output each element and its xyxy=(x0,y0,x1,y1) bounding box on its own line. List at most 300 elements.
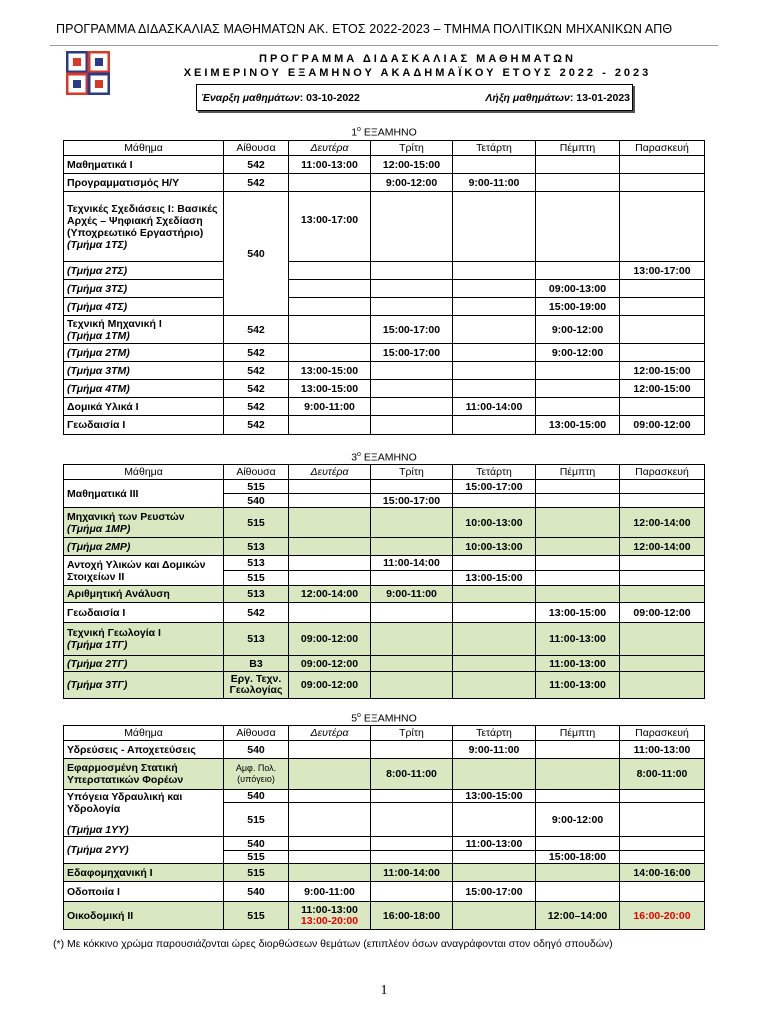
table-row xyxy=(64,538,705,556)
table-cell: Οικοδομική ΙΙ xyxy=(64,902,224,930)
cell-text: (Τμήμα 4ΤΜ) xyxy=(67,382,130,395)
table-cell: 09:00-12:00 xyxy=(620,603,705,623)
table-cell: 515 xyxy=(224,902,289,930)
table-cell xyxy=(289,741,371,759)
table-cell xyxy=(64,837,224,864)
table-cell xyxy=(289,803,371,837)
table-cell xyxy=(64,672,224,699)
table-cell: Αριθμητική Ανάλυση xyxy=(64,586,224,603)
table-cell: 515 xyxy=(224,508,289,538)
table-cell: 513 xyxy=(224,586,289,603)
table-cell: 12:00-15:00 xyxy=(620,380,705,398)
table-cell xyxy=(64,316,224,344)
table-cell: 540 xyxy=(224,494,289,508)
table-row xyxy=(64,280,705,298)
table-cell: Μαθηματικά Ι xyxy=(64,156,224,174)
column-header: Τρίτη xyxy=(371,726,453,741)
cell-text: : 13-01-2023 xyxy=(569,91,630,104)
table-cell xyxy=(371,538,453,556)
table-cell: 12:00-15:00 xyxy=(620,362,705,380)
table-row xyxy=(64,362,705,380)
table-cell: 12:00–14:00 xyxy=(536,902,620,930)
table-cell xyxy=(536,759,620,790)
table-cell xyxy=(453,192,536,262)
column-header: Τετάρτη xyxy=(453,465,536,480)
semester-1-title xyxy=(0,126,768,139)
table-cell xyxy=(371,298,453,316)
table-cell: 9:00-11:00 xyxy=(453,174,536,192)
table-cell: 8:00-11:00 xyxy=(371,759,453,790)
table-cell xyxy=(289,851,371,864)
table-cell xyxy=(289,280,371,298)
cell-text: Τεχνική Μηχανική Ι xyxy=(67,317,162,330)
table-cell: Αμφ. Πολ. (υπόγειο) xyxy=(224,759,289,790)
table-cell xyxy=(536,837,620,851)
table-cell: 9:00-12:00 xyxy=(371,174,453,192)
start-date xyxy=(201,92,360,104)
cell-text: ο xyxy=(357,451,361,458)
table-cell xyxy=(371,362,453,380)
table-row xyxy=(64,902,705,930)
table-cell: 540 xyxy=(224,192,289,316)
cell-text: (Τμήμα 2ΜΡ) xyxy=(67,540,131,553)
table-cell: 09:00-13:00 xyxy=(536,280,620,298)
table-cell xyxy=(453,586,536,603)
table-cell: Δομικά Υλικά Ι xyxy=(64,398,224,416)
cell-text: 3 xyxy=(351,451,358,464)
table-row xyxy=(64,790,705,803)
table-cell xyxy=(289,316,371,344)
cell-text: 11:00-13:00 xyxy=(301,903,358,916)
table-cell xyxy=(289,538,371,556)
table-cell: 9:00-11:00 xyxy=(371,586,453,603)
table-cell xyxy=(620,280,705,298)
table-cell: Εδαφομηχανική Ι xyxy=(64,864,224,882)
table-cell xyxy=(620,790,705,803)
table-cell: 16:00-18:00 xyxy=(371,902,453,930)
column-header: Μάθημα xyxy=(64,141,224,156)
table-cell xyxy=(453,156,536,174)
table-cell: 540 xyxy=(224,837,289,851)
table-cell: 14:00-16:00 xyxy=(620,864,705,882)
table-cell xyxy=(64,192,224,262)
table-cell: 13:00-15:00 xyxy=(453,790,536,803)
table-row xyxy=(64,262,705,280)
table-row xyxy=(64,864,705,882)
table-cell xyxy=(620,571,705,586)
table-row xyxy=(64,586,705,603)
table-cell xyxy=(64,508,224,538)
table-cell xyxy=(453,656,536,672)
table-cell: 9:00-11:00 xyxy=(289,882,371,902)
table-cell xyxy=(289,508,371,538)
table-cell: Υδρεύσεις - Αποχετεύσεις xyxy=(64,741,224,759)
table-cell: Αντοχή Υλικών και Δομικών Στοιχείων ΙΙ xyxy=(64,556,224,586)
table-cell: 540 xyxy=(224,741,289,759)
column-header: Πέμπτη xyxy=(536,726,620,741)
table-cell xyxy=(453,623,536,656)
table-cell xyxy=(453,672,536,699)
table-cell: Γεωδαισία Ι xyxy=(64,603,224,623)
column-header: Δευτέρα xyxy=(289,726,371,741)
table-cell xyxy=(620,298,705,316)
table-cell xyxy=(620,586,705,603)
table-cell xyxy=(620,344,705,362)
table-row xyxy=(64,344,705,362)
column-header: Αίθουσα xyxy=(224,141,289,156)
table-cell: 540 xyxy=(224,882,289,902)
table-cell xyxy=(289,837,371,851)
table-cell xyxy=(453,344,536,362)
table-cell: 15:00-18:00 xyxy=(536,851,620,864)
table-cell xyxy=(453,851,536,864)
table-cell xyxy=(536,538,620,556)
table-cell: 515 xyxy=(224,571,289,586)
table-cell xyxy=(64,790,224,837)
table-cell xyxy=(620,316,705,344)
table-cell: 513 xyxy=(224,538,289,556)
table-cell xyxy=(620,398,705,416)
table-cell: 12:00-14:00 xyxy=(289,586,371,603)
cell-text: (Τμήμα 2ΤΜ) xyxy=(67,346,130,359)
table-cell: 09:00-12:00 xyxy=(620,416,705,435)
table-cell xyxy=(453,603,536,623)
cell-text: (Τμήμα 2ΤΓ) xyxy=(67,657,128,670)
title-line-1: ΠΡΟΓΡΑΜΜΑ ΔΙΔΑΣΚΑΛΙΑΣ ΜΑΘΗΜΑΤΩΝ xyxy=(259,53,576,65)
correction-hours: 16:00-20:00 xyxy=(620,902,705,930)
table-cell xyxy=(371,803,453,837)
table-cell xyxy=(620,494,705,508)
table-cell xyxy=(371,508,453,538)
table-cell xyxy=(536,192,620,262)
table-cell xyxy=(371,656,453,672)
table-cell xyxy=(453,803,536,837)
table-cell: 10:00-13:00 xyxy=(453,508,536,538)
table-cell: 11:00-13:00 xyxy=(536,656,620,672)
cell-text: : 03-10-2022 xyxy=(299,91,360,104)
table-cell: 542 xyxy=(224,316,289,344)
header-rule xyxy=(50,45,718,46)
column-header: Δευτέρα xyxy=(289,465,371,480)
table-cell xyxy=(371,603,453,623)
semester-5-table xyxy=(63,725,705,930)
table-cell xyxy=(289,864,371,882)
table-cell: 542 xyxy=(224,362,289,380)
table-cell xyxy=(64,656,224,672)
table-cell xyxy=(620,803,705,837)
cell-text: ΕΞΑΜΗΝΟ xyxy=(363,451,417,464)
table-cell xyxy=(289,902,371,930)
table-cell xyxy=(536,864,620,882)
column-header: Τετάρτη xyxy=(453,141,536,156)
table-cell xyxy=(453,864,536,882)
table-cell xyxy=(289,174,371,192)
table-cell: 15:00-17:00 xyxy=(371,316,453,344)
table-cell: 11:00-14:00 xyxy=(371,864,453,882)
table-cell xyxy=(64,344,224,362)
table-cell: 515 xyxy=(224,864,289,882)
cell-text: Τεχνική Γεωλογία Ι xyxy=(67,627,161,639)
table-cell: 540 xyxy=(224,790,289,803)
cell-text: (Τμήμα 1ΜΡ) xyxy=(67,522,131,535)
column-header: Αίθουσα xyxy=(224,465,289,480)
table-cell: 542 xyxy=(224,174,289,192)
table-cell: Προγραμματισμός Η/Υ xyxy=(64,174,224,192)
table-cell: 9:00-12:00 xyxy=(536,803,620,837)
table-cell: 12:00-14:00 xyxy=(620,508,705,538)
table-cell xyxy=(289,494,371,508)
table-cell xyxy=(371,837,453,851)
table-cell: 11:00-13:00 xyxy=(289,156,371,174)
table-cell xyxy=(371,480,453,494)
cell-text: ο xyxy=(357,126,361,133)
table-cell xyxy=(536,882,620,902)
table-cell: 13:00-15:00 xyxy=(536,416,620,435)
table-row xyxy=(64,741,705,759)
table-row xyxy=(64,156,705,174)
semester-5-title xyxy=(0,712,768,725)
table-cell xyxy=(536,586,620,603)
cell-text: 5 xyxy=(351,712,358,725)
table-cell: 542 xyxy=(224,398,289,416)
table-cell xyxy=(536,262,620,280)
table-row xyxy=(64,192,705,262)
table-cell: 09:00-12:00 xyxy=(289,656,371,672)
table-cell xyxy=(620,851,705,864)
table-cell xyxy=(453,759,536,790)
table-row xyxy=(64,298,705,316)
cell-text: (Τμήμα 2ΥΥ) xyxy=(67,844,129,856)
table-row xyxy=(64,508,705,538)
table-cell: 11:00-13:00 xyxy=(536,623,620,656)
table-cell xyxy=(64,298,224,316)
table-cell xyxy=(620,156,705,174)
table-cell xyxy=(453,494,536,508)
cell-text: ΕΞΑΜΗΝΟ xyxy=(363,712,417,725)
table-cell xyxy=(620,837,705,851)
table-cell xyxy=(371,623,453,656)
table-row xyxy=(64,623,705,656)
table-cell: 13:00-17:00 xyxy=(289,192,371,262)
table-cell xyxy=(371,571,453,586)
table-row xyxy=(64,174,705,192)
cell-text: ο xyxy=(357,712,361,719)
department-logo-icon xyxy=(66,51,110,95)
table-cell: 9:00-11:00 xyxy=(453,741,536,759)
table-cell: 11:00-13:00 xyxy=(620,741,705,759)
table-cell xyxy=(536,571,620,586)
table-cell: 15:00-17:00 xyxy=(453,480,536,494)
table-cell xyxy=(371,380,453,398)
table-cell xyxy=(536,556,620,571)
cell-text: Λήξη μαθημάτων xyxy=(485,91,570,104)
table-cell xyxy=(620,174,705,192)
table-cell: 09:00-12:00 xyxy=(289,672,371,699)
table-cell xyxy=(64,623,224,656)
table-cell xyxy=(620,672,705,699)
table-cell xyxy=(64,380,224,398)
table-cell: 15:00-17:00 xyxy=(371,344,453,362)
cell-text: (Τμήμα 1ΥΥ) xyxy=(67,824,129,836)
table-cell: 15:00-17:00 xyxy=(371,494,453,508)
table-cell: 13:00-15:00 xyxy=(289,380,371,398)
table-cell xyxy=(371,741,453,759)
column-header: Μάθημα xyxy=(64,726,224,741)
table-cell xyxy=(536,398,620,416)
table-cell: 12:00-14:00 xyxy=(620,538,705,556)
column-header: Παρασκευή xyxy=(620,726,705,741)
table-cell xyxy=(64,262,224,280)
table-header-row xyxy=(64,726,705,741)
table-cell xyxy=(289,262,371,280)
table-cell xyxy=(536,174,620,192)
cell-text: Έναρξη μαθημάτων xyxy=(201,91,300,104)
column-header: Τρίτη xyxy=(371,141,453,156)
column-header: Τρίτη xyxy=(371,465,453,480)
correction-hours: 13:00-20:00 xyxy=(300,914,359,927)
table-cell xyxy=(453,380,536,398)
table-cell xyxy=(620,623,705,656)
cell-text: Υπόγεια Υδραυλική και Υδρολογία xyxy=(67,791,183,815)
table-cell xyxy=(620,480,705,494)
table-row xyxy=(64,416,705,435)
table-cell: 9:00-11:00 xyxy=(289,398,371,416)
document-title xyxy=(130,52,705,80)
cell-text: (Τμήμα 3ΤΜ) xyxy=(67,364,130,377)
table-cell xyxy=(289,790,371,803)
table-cell: 513 xyxy=(224,623,289,656)
table-cell xyxy=(536,494,620,508)
table-cell xyxy=(289,571,371,586)
table-row xyxy=(64,656,705,672)
table-cell: 542 xyxy=(224,344,289,362)
cell-text: (Τμήμα 2ΤΣ) xyxy=(67,264,128,277)
table-cell xyxy=(371,280,453,298)
column-header: Παρασκευή xyxy=(620,141,705,156)
table-row xyxy=(64,316,705,344)
table-row xyxy=(64,480,705,494)
table-cell xyxy=(453,262,536,280)
end-date xyxy=(485,92,630,104)
footnote: (*) Με κόκκινο χρώμα παρουσιάζονται ώρες διορθώσεων θεμάτων (επιπλέον όσων αναγράφονται στον οδηγό σπουδών) xyxy=(53,938,613,950)
table-cell: 515 xyxy=(224,803,289,837)
column-header: Πέμπτη xyxy=(536,141,620,156)
cell-text: Μηχανική των Ρευστών xyxy=(67,510,185,523)
running-header: ΠΡΟΓΡΑΜΜΑ ΔΙΔΑΣΚΑΛΙΑΣ ΜΑΘΗΜΑΤΩΝ ΑΚ. ΕΤΟΣ 2022-2023 – ΤΜΗΜΑ ΠΟΛΙΤΙΚΩΝ ΜΗΧΑΝΙΚΩΝ ΑΠΘ xyxy=(56,22,673,36)
table-row xyxy=(64,672,705,699)
title-line-2: ΧΕΙΜΕΡΙΝΟΥ ΕΞΑΜΗΝΟΥ ΑΚΑΔΗΜΑΪΚΟΥ ΕΤΟΥΣ 2022 - 2023 xyxy=(183,67,652,79)
cell-text: 1 xyxy=(351,126,358,139)
table-cell: 542 xyxy=(224,380,289,398)
cell-text: (Τμήμα 3ΤΣ) xyxy=(67,282,128,295)
table-row xyxy=(64,398,705,416)
table-cell: 515 xyxy=(224,851,289,864)
table-cell xyxy=(536,480,620,494)
table-cell: 11:00-13:00 xyxy=(536,672,620,699)
table-cell xyxy=(453,280,536,298)
table-cell: 13:00-17:00 xyxy=(620,262,705,280)
table-cell xyxy=(289,603,371,623)
table-cell xyxy=(536,156,620,174)
cell-text: Τεχνικές Σχεδιάσεις Ι: Βασικές Αρχές – Ψηφιακή Σχεδίαση (Υποχρεωτικό Εργαστήριο) xyxy=(67,202,218,239)
column-header: Αίθουσα xyxy=(224,726,289,741)
table-row xyxy=(64,882,705,902)
table-cell: 9:00-12:00 xyxy=(536,316,620,344)
table-cell: 542 xyxy=(224,603,289,623)
column-header: Πέμπτη xyxy=(536,465,620,480)
table-cell: Εργ. Τεχν. Γεωλογίας xyxy=(224,672,289,699)
table-cell xyxy=(371,790,453,803)
table-cell: 10:00-13:00 xyxy=(453,538,536,556)
table-cell: 12:00-15:00 xyxy=(371,156,453,174)
table-cell: 542 xyxy=(224,416,289,435)
cell-text: ΕΞΑΜΗΝΟ xyxy=(363,126,417,139)
table-cell: Εφαρμοσμένη Στατική Υπερστατικών Φορέων xyxy=(64,759,224,790)
table-cell xyxy=(64,280,224,298)
table-cell: 542 xyxy=(224,156,289,174)
cell-text: (Τμήμα 4ΤΣ) xyxy=(67,300,128,313)
table-cell xyxy=(289,556,371,571)
table-cell: 13:00-15:00 xyxy=(536,603,620,623)
dates-box xyxy=(196,84,633,111)
semester-1-table xyxy=(63,140,705,435)
table-cell xyxy=(371,262,453,280)
table-row xyxy=(64,556,705,571)
table-cell: 9:00-12:00 xyxy=(536,344,620,362)
table-cell xyxy=(289,480,371,494)
table-cell xyxy=(453,316,536,344)
table-row xyxy=(64,759,705,790)
semester-3-title xyxy=(0,451,768,464)
cell-text: (Τμήμα 1ΤΓ) xyxy=(67,639,128,651)
table-cell xyxy=(453,362,536,380)
table-cell xyxy=(289,344,371,362)
column-header: Δευτέρα xyxy=(289,141,371,156)
table-cell xyxy=(536,790,620,803)
table-cell xyxy=(371,882,453,902)
table-header-row xyxy=(64,141,705,156)
table-cell xyxy=(289,416,371,435)
table-cell: 13:00-15:00 xyxy=(289,362,371,380)
page-number: 1 xyxy=(380,983,388,998)
table-cell: Β3 xyxy=(224,656,289,672)
table-cell xyxy=(64,538,224,556)
table-cell xyxy=(536,380,620,398)
table-cell: 515 xyxy=(224,480,289,494)
table-cell: 11:00-13:00 xyxy=(453,837,536,851)
table-cell: 09:00-12:00 xyxy=(289,623,371,656)
table-cell xyxy=(453,416,536,435)
cell-text: (Τμήμα 1ΤΣ) xyxy=(67,238,128,251)
table-cell xyxy=(453,298,536,316)
table-row xyxy=(64,603,705,623)
table-cell xyxy=(536,362,620,380)
semester-3-table xyxy=(63,464,705,699)
table-header-row xyxy=(64,465,705,480)
table-cell xyxy=(289,759,371,790)
table-cell xyxy=(64,362,224,380)
column-header: Τετάρτη xyxy=(453,726,536,741)
table-cell: Μαθηματικά ΙΙΙ xyxy=(64,480,224,508)
column-header: Παρασκευή xyxy=(620,465,705,480)
table-cell xyxy=(620,556,705,571)
table-cell xyxy=(371,192,453,262)
table-cell xyxy=(371,672,453,699)
column-header: Μάθημα xyxy=(64,465,224,480)
table-cell: 513 xyxy=(224,556,289,571)
table-cell: Οδοποιία Ι xyxy=(64,882,224,902)
table-cell xyxy=(371,398,453,416)
